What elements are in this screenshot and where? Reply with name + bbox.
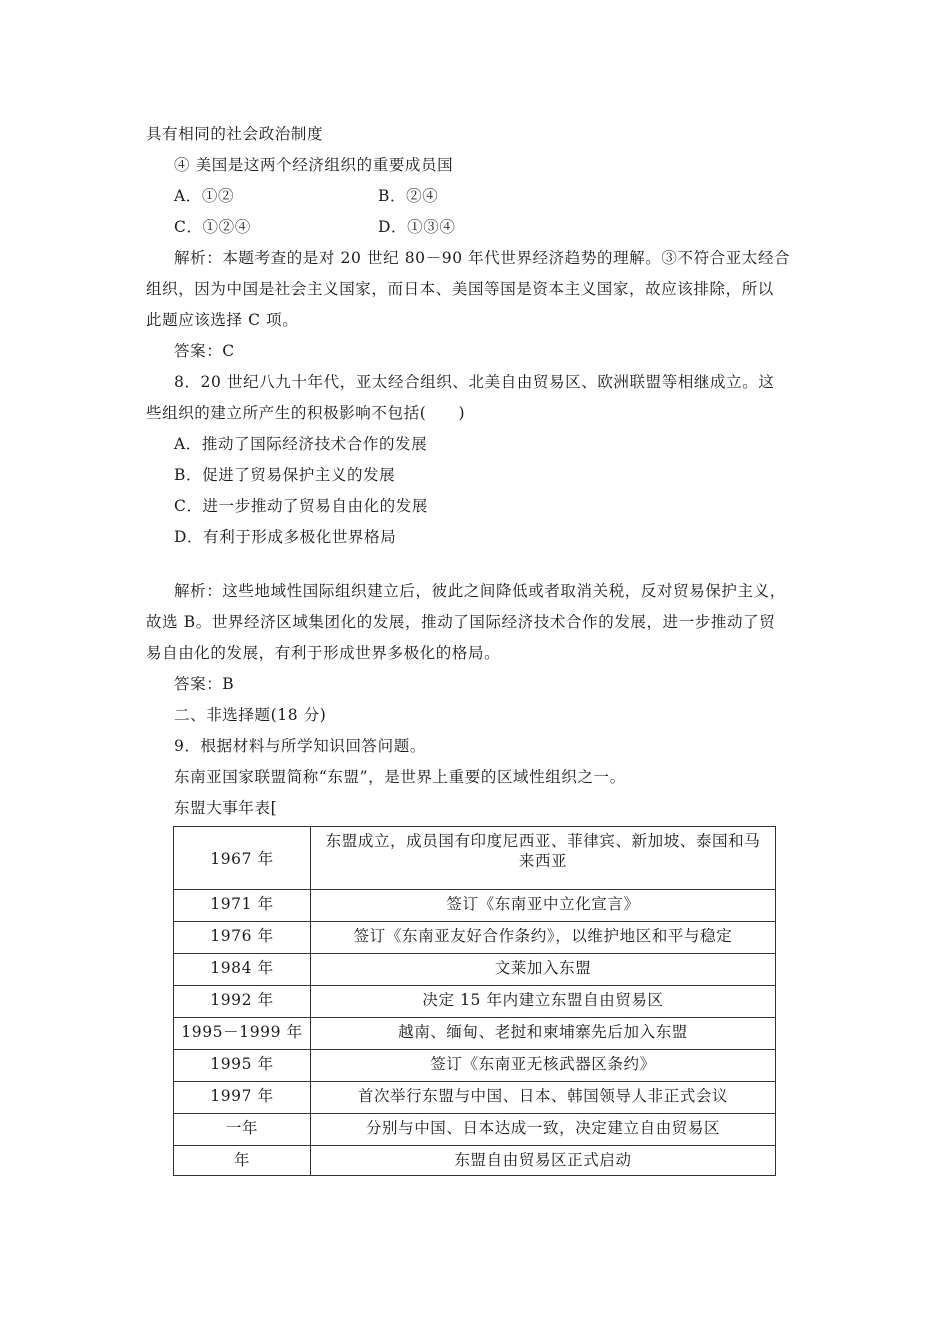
table-title: 东盟大事年表[	[174, 799, 278, 817]
table-row	[174, 954, 776, 986]
q7-option-c: C．①②④	[174, 218, 251, 236]
q8-option-d: D．有利于形成多极化世界格局	[174, 528, 397, 546]
q9-material: 东南亚国家联盟简称“东盟”，是世界上重要的区域性组织之一。	[174, 768, 626, 786]
event-cell: 签订《东南亚中立化宣言》	[311, 890, 776, 922]
year-cell: 1976 年	[174, 922, 311, 954]
event-cell: 首次举行东盟与中国、日本、韩国领导人非正式会议	[311, 1082, 776, 1114]
q8-stem: 8．20 世纪八九十年代，亚太经合组织、北美自由贸易区、欧洲联盟等相继成立。这	[174, 373, 775, 391]
year-cell: 1967 年	[174, 827, 311, 890]
event-cell: 分别与中国、日本达成一致，决定建立自由贸易区	[311, 1114, 776, 1146]
year-cell: 1997 年	[174, 1082, 311, 1114]
event-cell: 东盟成立，成员国有印度尼西亚、菲律宾、新加坡、泰国和马来西亚	[311, 827, 776, 890]
q8-explanation: 易自由化的发展，有利于形成世界多极化的格局。	[146, 644, 501, 662]
q8-explanation: 故选 B。世界经济区域集团化的发展，推动了国际经济技术合作的发展，进一步推动了贸	[146, 613, 776, 631]
event-cell: 越南、缅甸、老挝和柬埔寨先后加入东盟	[311, 1018, 776, 1050]
q8-answer: 答案：B	[174, 675, 235, 693]
q7-option-b: B．②④	[378, 187, 439, 205]
event-cell: 签订《东南亚无核武器区条约》	[311, 1050, 776, 1082]
q8-stem: 些组织的建立所产生的积极影响不包括( )	[146, 404, 466, 422]
table-row	[174, 1114, 776, 1146]
event-cell: 决定 15 年内建立东盟自由贸易区	[311, 986, 776, 1018]
year-cell: 一年	[174, 1114, 311, 1146]
q8-option-b: B．促进了贸易保护主义的发展	[174, 466, 396, 484]
text-line: 具有相同的社会政治制度	[146, 125, 324, 143]
table-row	[174, 1146, 776, 1176]
year-cell: 1971 年	[174, 890, 311, 922]
q7-option-d: D．①③④	[378, 218, 456, 236]
year-cell: 1995 年	[174, 1050, 311, 1082]
q7-option-a: A．①②	[174, 187, 235, 205]
q7-answer: 答案：C	[174, 342, 235, 360]
text-line: ④ 美国是这两个经济组织的重要成员国	[174, 156, 454, 174]
asean-events-table	[173, 826, 776, 1176]
section-heading: 二、非选择题(18 分)	[174, 706, 327, 724]
year-cell: 1995－1999 年	[174, 1018, 311, 1050]
year-cell: 年	[174, 1146, 311, 1176]
event-cell: 签订《东南亚友好合作条约》，以维护地区和平与稳定	[311, 922, 776, 954]
year-cell: 1992 年	[174, 986, 311, 1018]
event-cell: 文莱加入东盟	[311, 954, 776, 986]
q9-stem: 9．根据材料与所学知识回答问题。	[174, 737, 426, 755]
q7-explanation: 此题应该选择 C 项。	[146, 311, 299, 329]
table-row	[174, 1018, 776, 1050]
q7-explanation: 解析：本题考查的是对 20 世纪 80－90 年代世界经济趋势的理解。③不符合亚太经合	[174, 249, 791, 267]
year-cell: 1984 年	[174, 954, 311, 986]
q8-explanation: 解析：这些地域性国际组织建立后，彼此之间降低或者取消关税，反对贸易保护主义，	[174, 582, 786, 600]
table-row	[174, 827, 776, 890]
q8-option-c: C．进一步推动了贸易自由化的发展	[174, 497, 428, 515]
q8-option-a: A．推动了国际经济技术合作的发展	[174, 435, 428, 453]
table-row	[174, 1050, 776, 1082]
q7-explanation: 组织，因为中国是社会主义国家，而日本、美国等国是资本主义国家，故应该排除，所以	[146, 280, 774, 298]
table-row	[174, 986, 776, 1018]
table-row	[174, 1082, 776, 1114]
table-row	[174, 922, 776, 954]
table-row	[174, 890, 776, 922]
event-cell: 东盟自由贸易区正式启动	[311, 1146, 776, 1176]
